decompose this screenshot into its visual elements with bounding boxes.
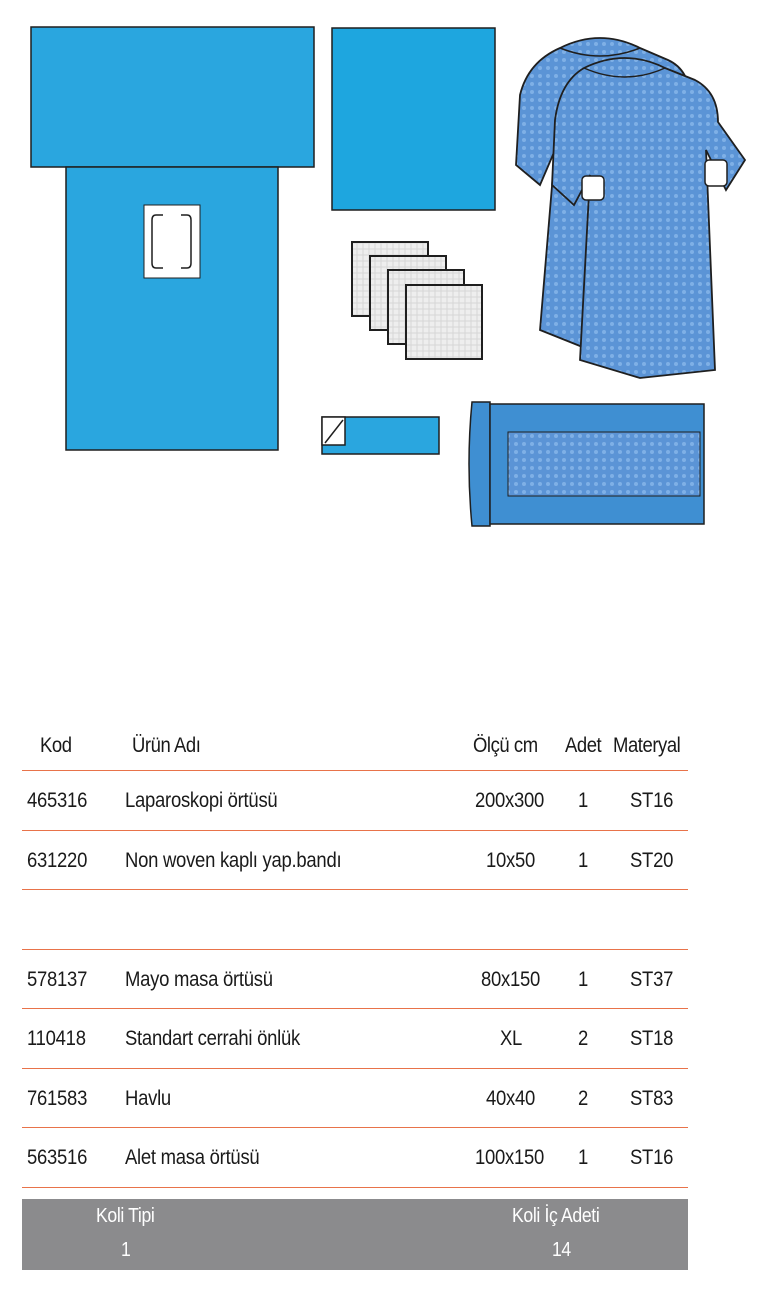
cell-code: 465316 [27, 789, 88, 812]
cell-qty: 2 [578, 1086, 589, 1110]
header-code: Kod [40, 734, 72, 757]
cell-code: 563516 [27, 1146, 88, 1169]
table-header [22, 722, 688, 771]
cell-code: 110418 [27, 1027, 86, 1050]
cell-size: 40x40 [486, 1086, 536, 1110]
cell-material: ST16 [630, 789, 674, 812]
cell-size: 100x150 [475, 1146, 545, 1169]
product-table [22, 722, 688, 1188]
cell-name: Havlu [125, 1086, 171, 1110]
box-type-label: Koli Tipi [96, 1205, 155, 1227]
cell-qty: 2 [578, 1027, 589, 1050]
table-row [22, 1069, 688, 1129]
cell-material: ST16 [630, 1146, 674, 1169]
mayo-table-cover-icon [332, 28, 495, 210]
cell-name: Standart cerrahi önlük [125, 1027, 300, 1050]
cell-qty: 1 [578, 848, 589, 872]
table-row [22, 950, 688, 1010]
cell-material: ST18 [630, 1027, 674, 1050]
cell-code: 631220 [27, 848, 88, 872]
cell-code: 761583 [27, 1086, 88, 1110]
tape-icon [322, 417, 439, 454]
cell-name: Mayo masa örtüsü [125, 967, 273, 991]
cell-name: Alet masa örtüsü [125, 1146, 260, 1169]
instrument-table-cover-icon [469, 402, 704, 526]
laparoscopy-drape-icon [31, 27, 314, 450]
towels-icon [352, 242, 482, 359]
header-size: Ölçü cm [473, 734, 538, 757]
product-illustrations [0, 0, 761, 560]
packaging-footer [22, 1199, 688, 1270]
table-row [22, 831, 688, 891]
table-row [22, 890, 688, 950]
table-row [22, 771, 688, 831]
header-name: Ürün Adı [132, 734, 201, 757]
box-qty-value: 14 [552, 1239, 571, 1261]
cell-material: ST37 [630, 967, 674, 991]
table-row [22, 1009, 688, 1069]
cell-size: XL [500, 1027, 523, 1050]
header-qty: Adet [565, 734, 602, 757]
cell-size: 80x150 [481, 967, 541, 991]
box-type-value: 1 [121, 1239, 131, 1261]
gowns-icon [516, 38, 745, 378]
cell-size: 200x300 [475, 789, 545, 812]
table-row [22, 1128, 688, 1188]
cell-size: 10x50 [486, 848, 536, 872]
cell-material: ST20 [630, 848, 674, 872]
cell-material: ST83 [630, 1086, 674, 1110]
cell-code: 578137 [27, 967, 88, 991]
box-qty-label: Koli İç Adeti [512, 1205, 600, 1227]
cell-name: Laparoskopi örtüsü [125, 789, 278, 812]
cell-qty: 1 [578, 967, 589, 991]
cell-qty: 1 [578, 1146, 589, 1169]
cell-name: Non woven kaplı yap.bandı [125, 848, 342, 872]
cell-qty: 1 [578, 789, 589, 812]
header-material: Materyal [613, 734, 681, 757]
